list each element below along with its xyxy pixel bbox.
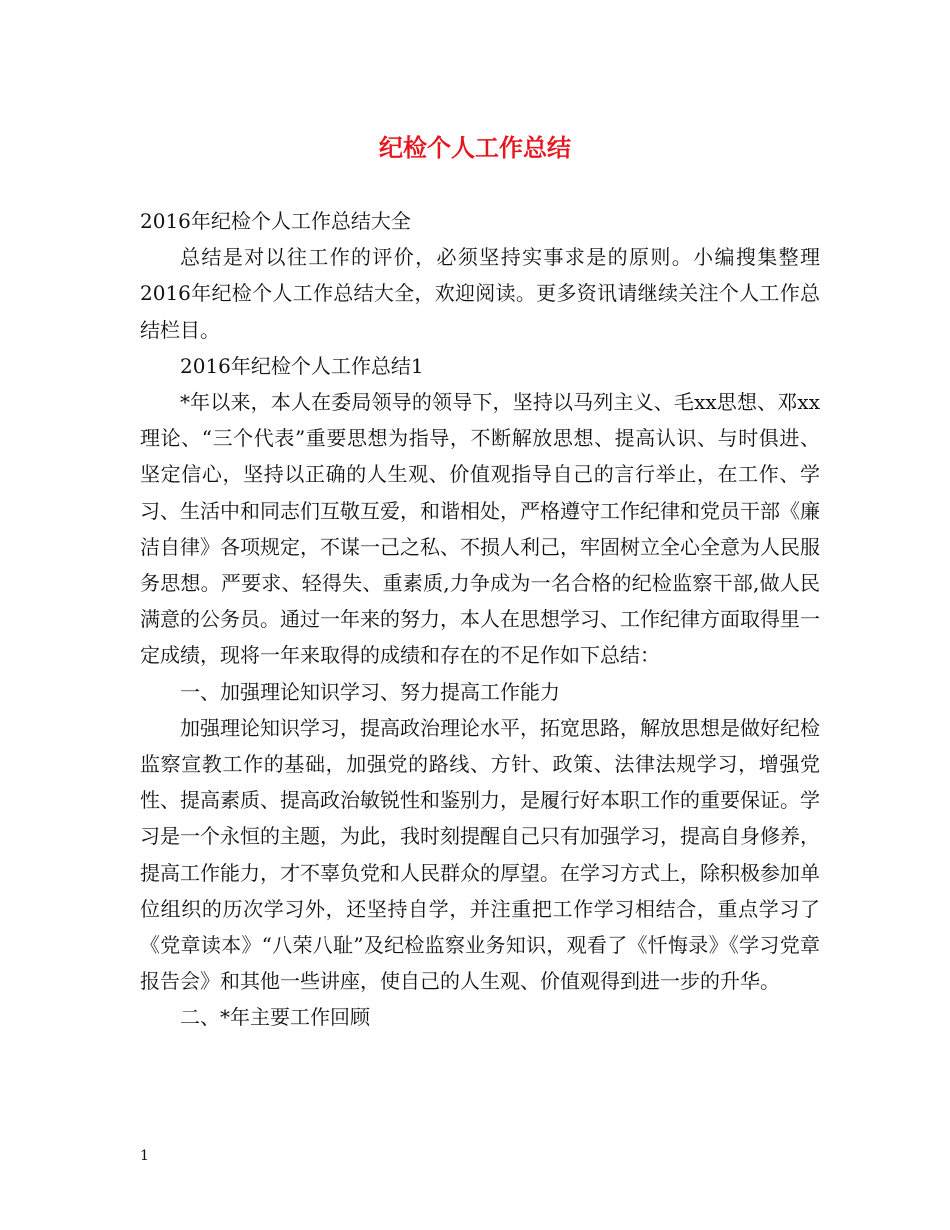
document-title: 纪检个人工作总结	[379, 134, 571, 162]
intro-paragraph: 总结是对以往工作的评价，必须坚持实事求是的原则。小编搜集整理2016年纪检个人工作总结大全，欢迎阅读。更多资讯请继续关注个人工作总结栏目。	[140, 245, 820, 342]
section-heading-1: 一、加强理论知识学习、努力提高工作能力	[180, 679, 560, 704]
subtitle-paragraph: 2016年纪检个人工作总结大全	[140, 209, 411, 233]
section-heading-summary-1: 2016年纪检个人工作总结1	[180, 353, 424, 378]
document-body	[140, 203, 820, 1036]
page-number: 1	[140, 1148, 149, 1164]
body-paragraph-overview: *年以来，本人在委局领导的领导下，坚持以马列主义、毛xx思想、邓xx理论、“三个代表”重要思想为指导，不断解放思想、提高认识、与时俱进、坚定信心，坚持以正确的人生观、价值观指导自己的言行举止，在工作、学习、生活中和同志们互敬互爱，和谐相处，严格遵守工作纪律和党员干部《廉洁自律》各项规定，不谋一己之私、不损人利己，牢固树立全心全意为人民服务思想。严要求、轻得失、重素质,力争成为一名合格的纪检监察干部,做人民满意的公务员。通过一年来的努力，本人在思想学习、工作纪律方面取得里一定成绩，现将一年来取得的成绩和存在的不足作如下总结：	[140, 390, 820, 668]
body-paragraph-study: 加强理论知识学习，提高政治理论水平，拓宽思路，解放思想是做好纪检监察宣教工作的基础，加强党的路线、方针、政策、法律法规学习，增强党性、提高素质、提高政治敏锐性和鉴别力，是履行好本职工作的重要保证。学习是一个永恒的主题，为此，我时刻提醒自己只有加强学习，提高自身修养，提高工作能力，才不辜负党和人民群众的厚望。在学习方式上，除积极参加单位组织的历次学习外，还坚持自学，并注重把工作学习相结合，重点学习了《党章读本》“八荣八耻”及纪检监察业务知识，观看了《忏悔录》《学习党章报告会》和其他一些讲座，使自己的人生观、价值观得到进一步的升华。	[140, 715, 820, 994]
section-heading-2: 二、*年主要工作回顾	[180, 1005, 370, 1030]
